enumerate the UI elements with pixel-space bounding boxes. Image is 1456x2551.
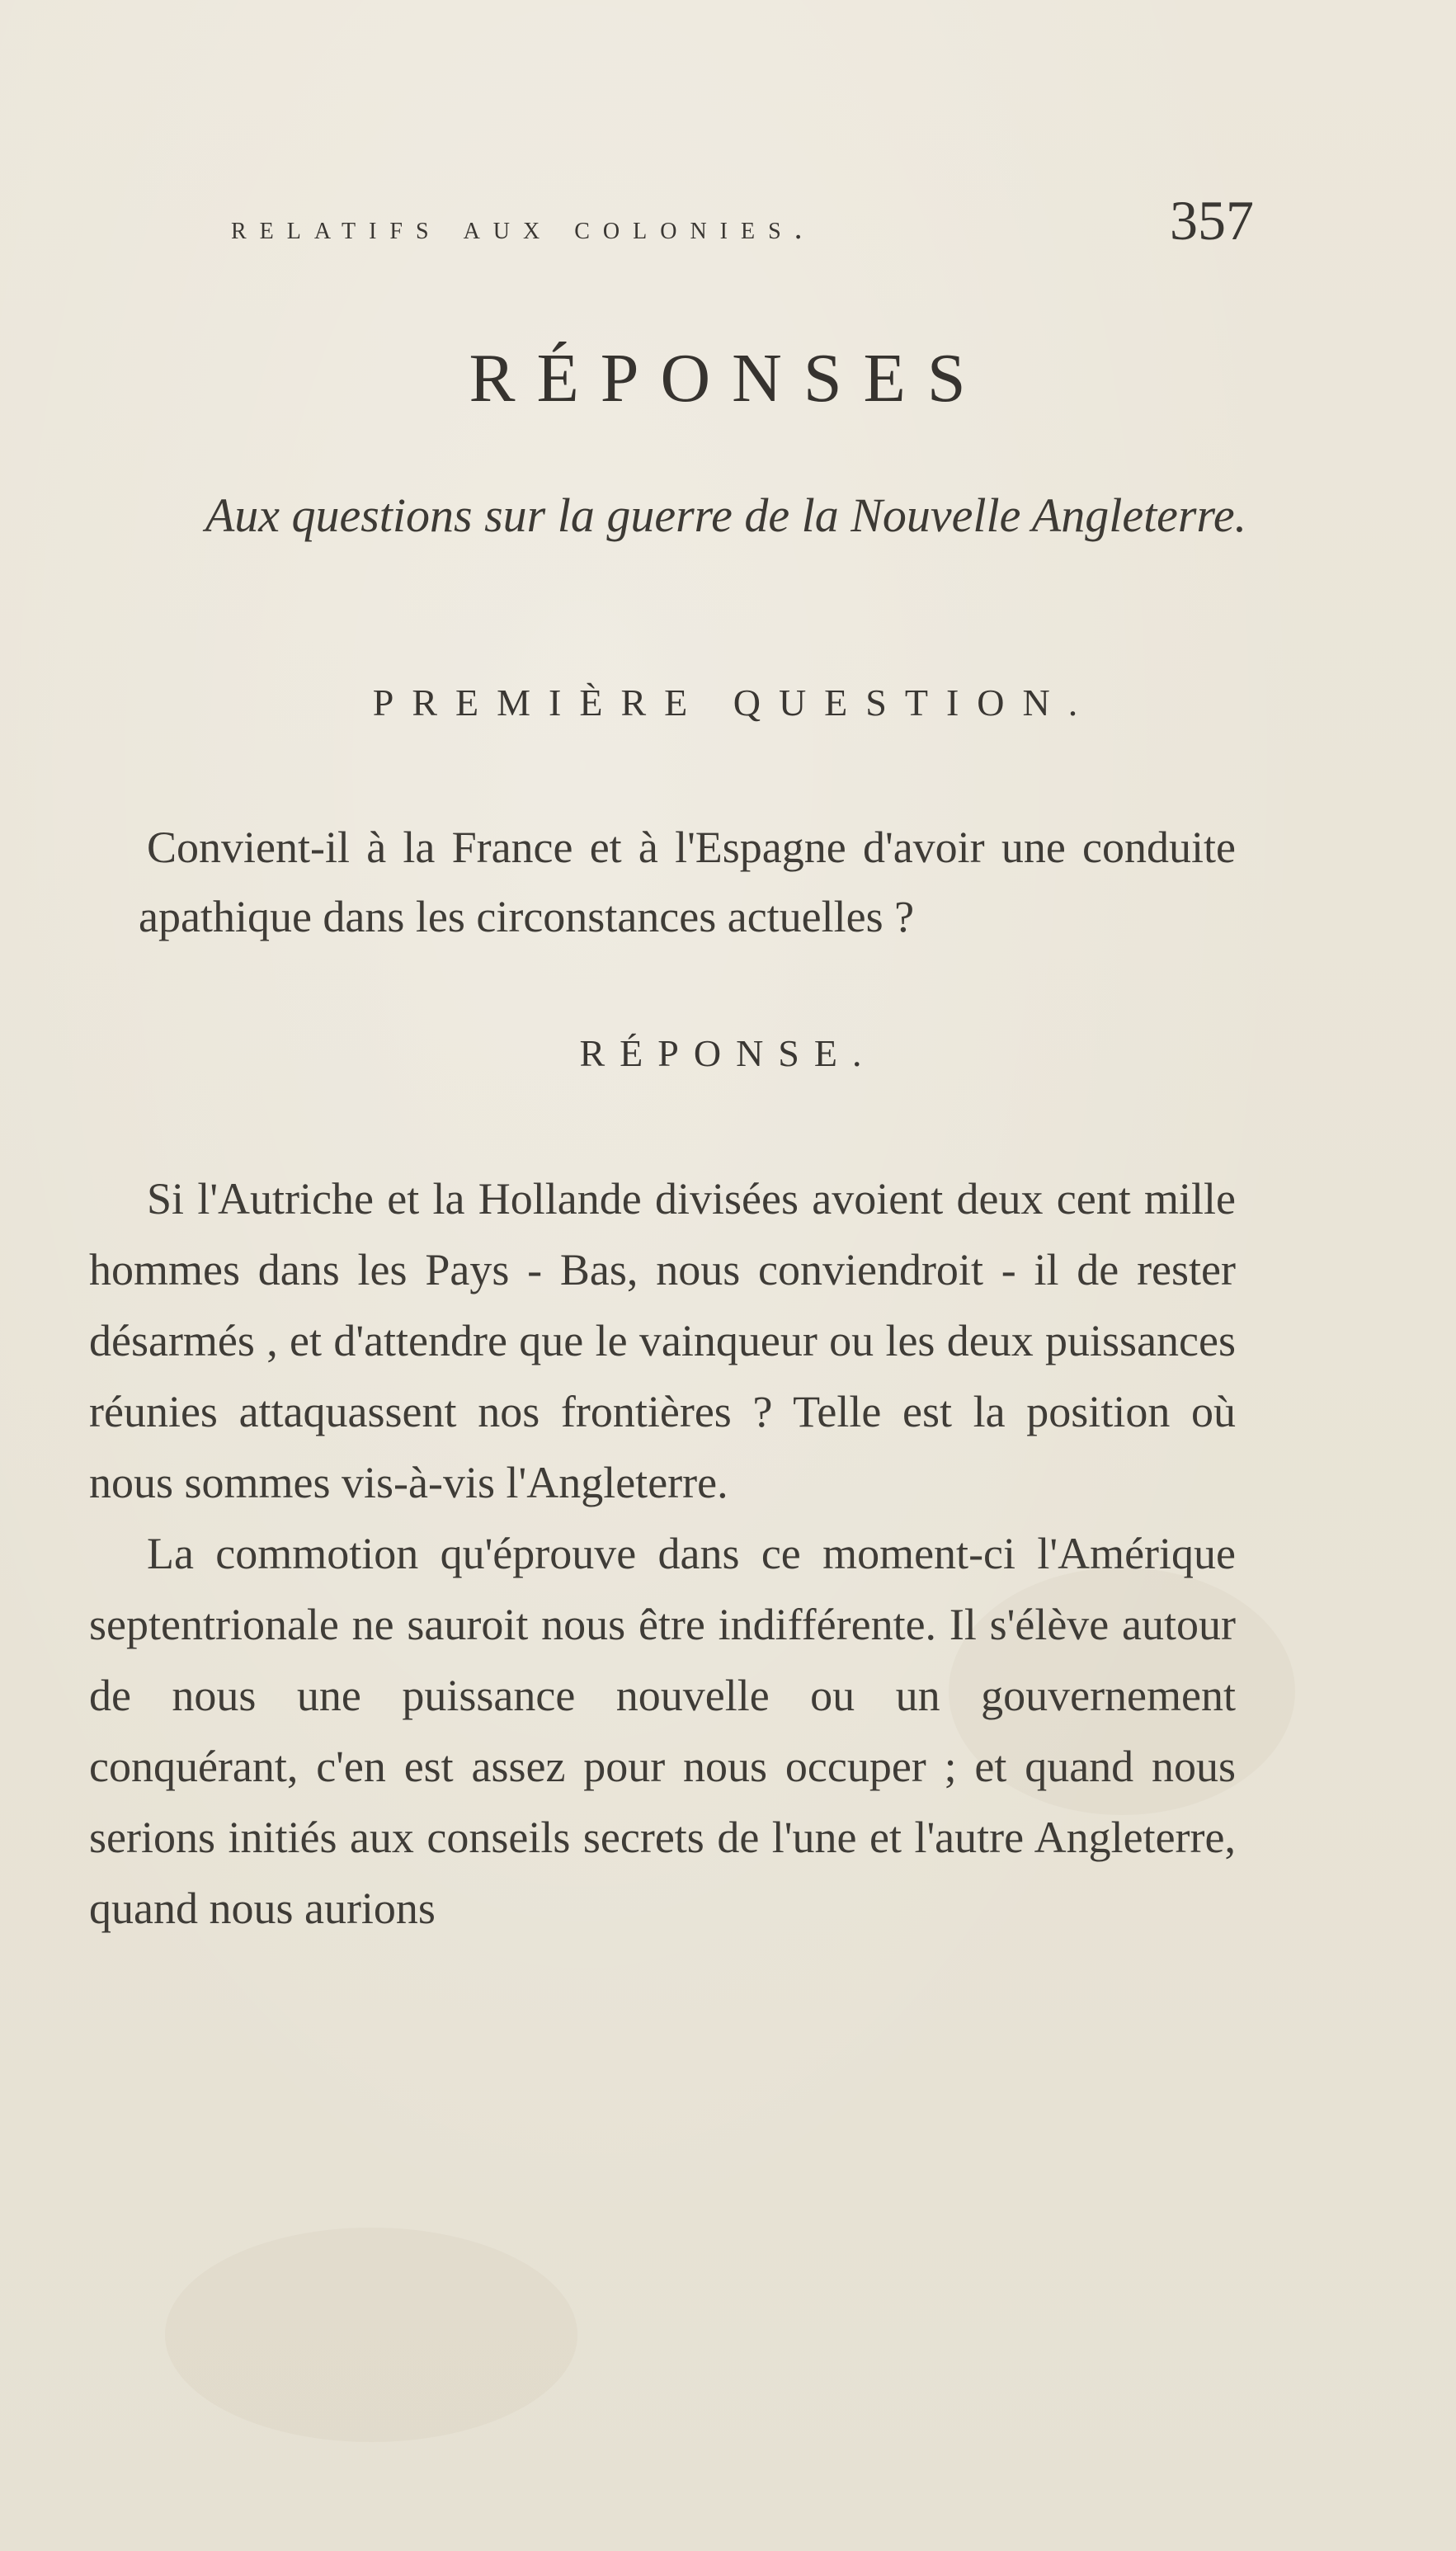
paper-stain	[165, 2228, 577, 2442]
reponse-heading: RÉPONSE.	[579, 1032, 877, 1074]
paragraph: La commotion qu'éprouve dans ce moment-ci l'Amérique septentrionale ne sauroit nous être indifférente. Il s'élève autour de nous une puissance nouvelle ou un gouvernement conquérant, c'en est assez pour nous occuper ; et quand nous serions initiés aux conseils secrets de l'une et l'autre Angleterre, quand nous aurions	[89, 1529, 1236, 1933]
body-text	[89, 1163, 1236, 1944]
page-header	[231, 188, 1254, 287]
section-title: RÉPONSES	[469, 340, 987, 417]
section-subtitle: Aux questions sur la guerre de la Nouvelle Angleterre.	[205, 488, 1247, 542]
page-number: 357	[1170, 189, 1254, 252]
question-text: Convient-il à la France et à l'Espagne d'avoir une conduite apathique dans les circonstances actuelles ?	[139, 823, 1236, 941]
question-heading: PREMIÈRE QUESTION.	[372, 681, 1096, 724]
running-head: relatifs aux colonies.	[231, 209, 816, 246]
paragraph: Si l'Autriche et la Hollande divisées avoient deux cent mille hommes dans les Pays - Bas, nous conviendroit - il de rester désarmés , et d'attendre que le vainqueur ou les deux puissances réunies attaquassent nos frontières ? Telle est la position où nous sommes vis-à-vis l'Angleterre.	[89, 1174, 1236, 1507]
